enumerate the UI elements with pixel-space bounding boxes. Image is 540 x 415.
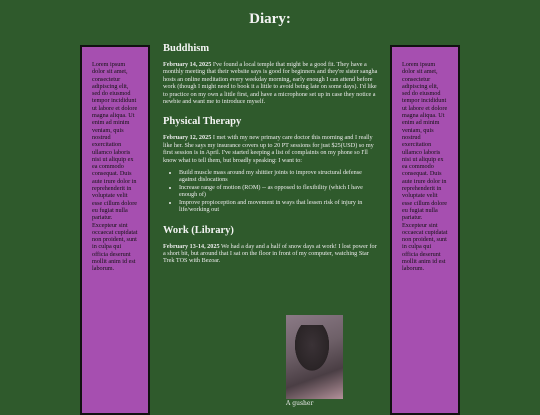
diary-main — [163, 43, 378, 265]
entry-date: February 14, 2025 — [163, 61, 212, 68]
left-sidebar-text: Lorem ipsum dolor sit amet, consectetur adipiscing elit, sed do eiusmod tempor incididunt ut labore et dolore magna aliqua. Ut enim ad minim veniam, quis nostrud exercitation ullamco laboris nisi ut aliquip ex ea commodo consequat. Duis aute irure dolor in reprehenderit in voluptate velit esse cillum dolore eu fugiat nulla pariatur. Excepteur sint occaecat cupidatat non proident, sunt in culpa qui officia deserunt mollit anim id est laborum. — [92, 61, 138, 273]
entry-text: We had a day and a half of snow days at work! I lost power for a short bit, but around that I sat on the floor in front of my computer, watching Star Trek TOS with Bezoar. — [163, 242, 377, 265]
left-sidebar — [80, 45, 150, 415]
entry-title: Buddhism — [163, 43, 210, 54]
page-title: Diary: — [249, 11, 291, 27]
photo-caption: A gusher — [286, 400, 314, 407]
entry-date: February 12, 2025 — [163, 134, 212, 142]
entry-title: Work (Library) — [163, 224, 234, 236]
cat-image — [292, 325, 332, 375]
entry-buddhism — [163, 43, 378, 105]
list-item: • Improve propioception and movement in ways that lessen risk of injury in life/working out — [179, 199, 378, 214]
goals-list — [163, 169, 378, 213]
entry-title: Physical Therapy — [163, 116, 242, 128]
entry-text: I've found a local temple that might be a good fit. They have a monthly meeting that their website says is good for beginners and they're sister sangha hosts an online meditation every weekday morning, early enough I can attend before work (though I might need to book it a little to avoid being late on some days). I'd like to practice on my own a little first, and have a microphone set up in case they notice a newbie and want me to introduce myself. — [163, 61, 378, 106]
cat-photo-figure — [286, 315, 343, 407]
cat-photo — [286, 315, 343, 399]
entry-work-library — [163, 225, 378, 265]
entry-physical-therapy — [163, 116, 378, 213]
right-sidebar-text: Lorem ipsum dolor sit amet, consectetur adipiscing elit, sed do eiusmod tempor incididunt ut labore et dolore magna aliqua. Ut enim ad minim veniam, quis nostrud exercitation ullamco laboris nisi ut aliquip ex ea commodo consequat. Duis aute irure dolor in reprehenderit in voluptate velit esse cillum dolore eu fugiat nulla pariatur. Excepteur sint occaecat cupidatat non proident, sunt in culpa qui officia deserunt mollit anim id est laborum. — [402, 61, 448, 273]
entry-text: I met with my new primary care doctor this morning and I really like her. She says my insurance covers up to 20 PT sessions for just $25(USD) so my first session is in April. I've started keeping a list of complaints on my phone so I'll know what to tell them, but broadly speaking: I want to: — [163, 134, 374, 164]
entry-date: February 13-14, 2025 — [163, 242, 220, 250]
list-item: • Build muscle mass around my shittier joints to improve structural defense against dislocations — [179, 169, 378, 184]
entry-body — [163, 243, 378, 265]
entry-body — [163, 134, 378, 164]
right-sidebar — [390, 45, 460, 415]
entry-body — [163, 61, 378, 105]
list-item: • Increase range of motion (ROM) -- as opposed to flexibility (which I have enough of) — [179, 184, 378, 199]
